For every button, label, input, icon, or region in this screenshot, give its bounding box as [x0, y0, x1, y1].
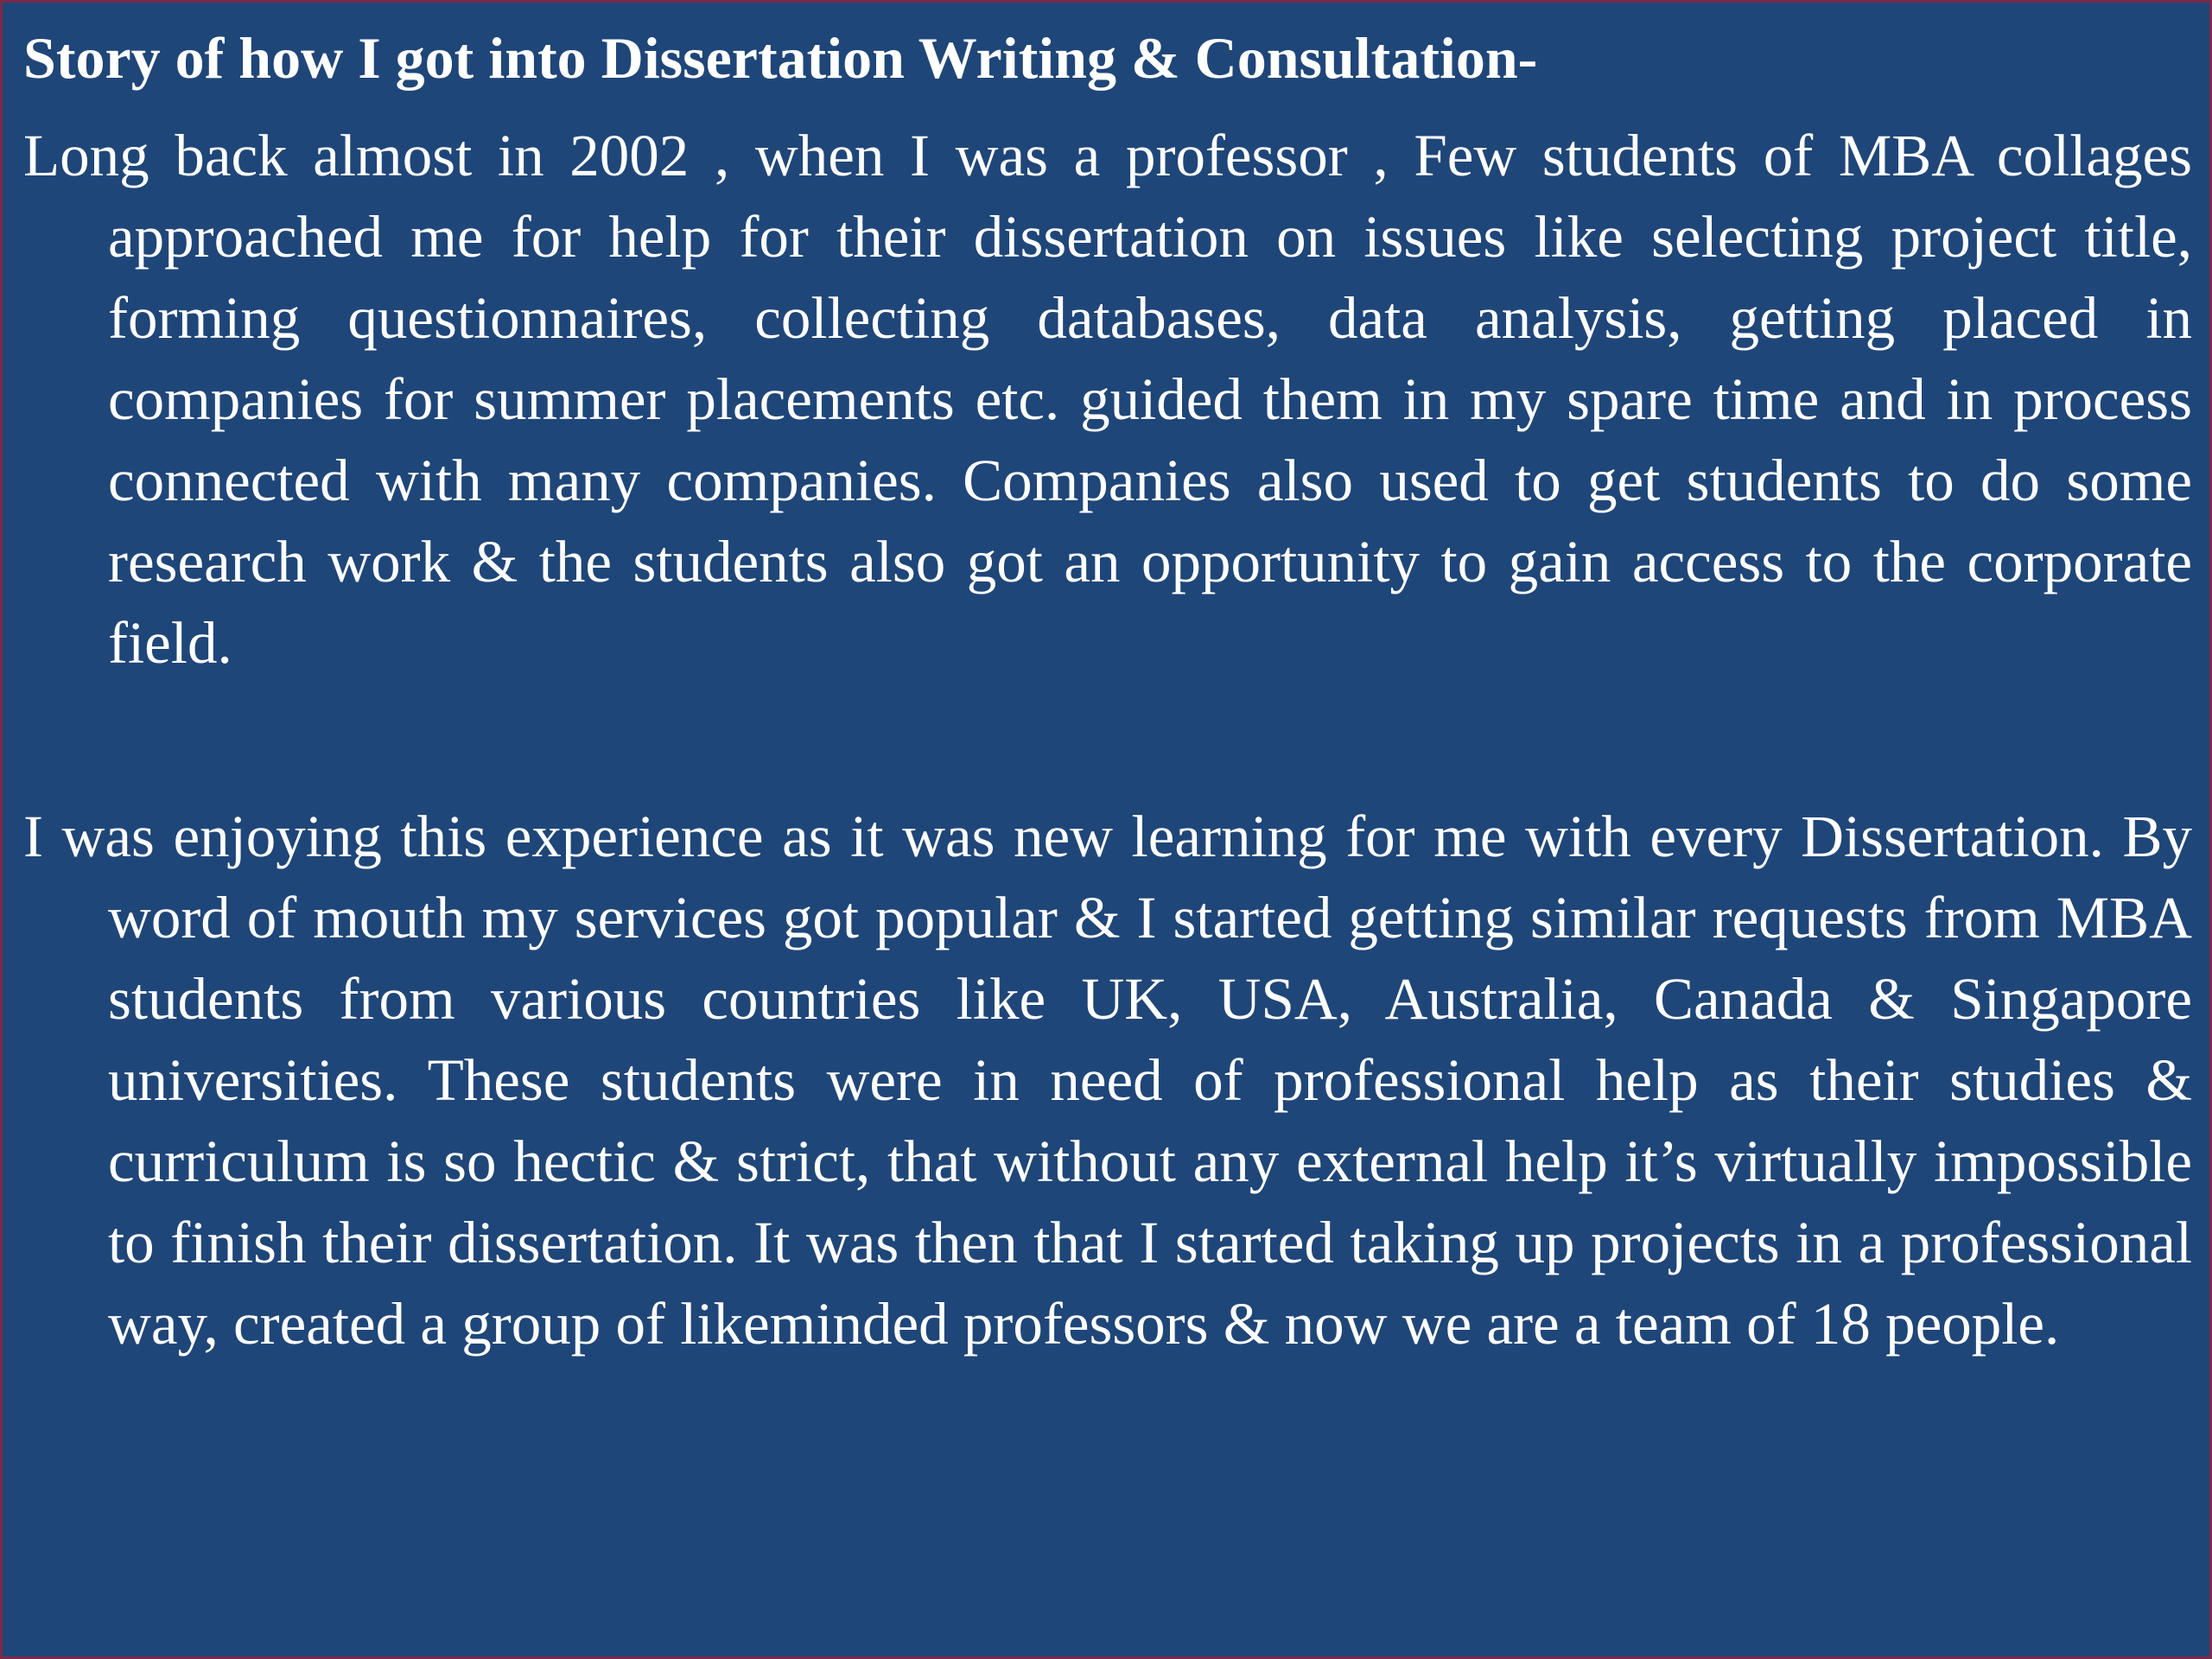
slide-heading: Story of how I got into Dissertation Writing & Consultation-: [23, 25, 1538, 91]
paragraph-growth-story: I was enjoying this experience as it was new learning for me with every Dissertation. By word of mouth my services got popular & I started getting similar requests from MBA students from various countries like UK, USA, Australia, Canada & Singapore universities. These students were in need of professional help as their studies & curriculum is so hectic & strict, that without any external help it’s virtually impossible to finish their dissertation. It was then that I started taking up projects in a professional way, created a group of likeminded professors & now we are a team of 18 people.: [23, 804, 2192, 1357]
paragraph-origin-story: Long back almost in 2002 , when I was a professor , Few students of MBA collages approached me for help for their dissertation on issues like selecting project title, forming questionnaires, collecting databases, data analysis, getting placed in companies for summer placements etc. guided them in my spare time and in process connected with many companies. Companies also used to get students to do some research work & the students also got an opportunity to gain access to the corporate field.: [23, 123, 2192, 676]
slide: [3, 3, 2209, 1656]
